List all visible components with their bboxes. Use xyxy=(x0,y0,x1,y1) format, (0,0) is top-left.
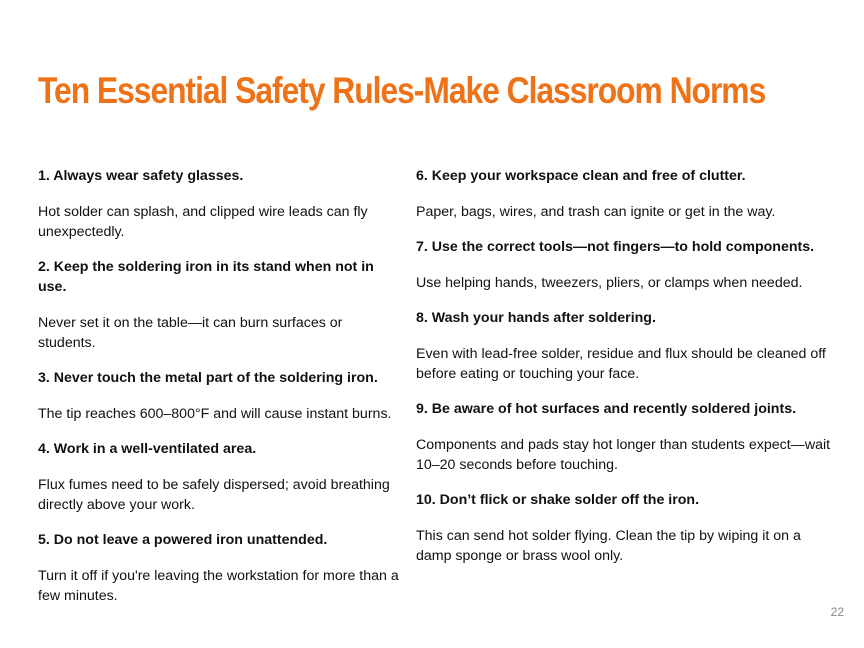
rule-description: Turn it off if you're leaving the workstation for more than a few minutes. xyxy=(38,568,399,604)
rule-heading: 3. Never touch the metal part of the soldering iron. xyxy=(38,370,378,386)
rule-description: Components and pads stay hot longer than students expect—wait 10–20 seconds before touching. xyxy=(416,437,831,473)
rule-item-4 xyxy=(38,439,400,515)
rule-description: Use helping hands, tweezers, pliers, or clamps when needed. xyxy=(416,275,803,291)
rule-heading: 7. Use the correct tools—not fingers—to hold components. xyxy=(416,239,815,255)
rule-item-9 xyxy=(416,399,836,475)
rules-column-left xyxy=(38,166,400,621)
rule-heading: 2. Keep the soldering iron in its stand when not in use. xyxy=(38,259,374,295)
slide-title: Ten Essential Safety Rules-Make Classroom Norms xyxy=(38,70,766,111)
rule-description: The tip reaches 600–800°F and will cause instant burns. xyxy=(38,406,392,422)
page-number: 22 xyxy=(830,605,844,619)
rule-heading: 4. Work in a well-ventilated area. xyxy=(38,441,257,457)
rules-column-right xyxy=(416,166,836,581)
rule-description: Flux fumes need to be safely dispersed; avoid breathing directly above your work. xyxy=(38,477,390,513)
rule-item-8 xyxy=(416,308,836,384)
rule-heading: 5. Do not leave a powered iron unattended. xyxy=(38,532,328,548)
rule-item-7 xyxy=(416,237,836,293)
rule-heading: 8. Wash your hands after soldering. xyxy=(416,310,656,326)
rule-description: This can send hot solder flying. Clean the tip by wiping it on a damp sponge or brass wool only. xyxy=(416,528,801,564)
rule-item-1 xyxy=(38,166,400,242)
rule-item-10 xyxy=(416,490,836,566)
rule-description: Even with lead-free solder, residue and flux should be cleaned off before eating or touching your face. xyxy=(416,346,826,382)
rule-item-2 xyxy=(38,257,400,353)
rule-heading: 1. Always wear safety glasses. xyxy=(38,168,244,184)
rule-description: Never set it on the table—it can burn surfaces or students. xyxy=(38,315,343,351)
rule-item-6 xyxy=(416,166,836,222)
rule-item-5 xyxy=(38,530,400,606)
rule-description: Paper, bags, wires, and trash can ignite or get in the way. xyxy=(416,204,776,220)
rule-item-3 xyxy=(38,368,400,424)
rule-heading: 9. Be aware of hot surfaces and recently soldered joints. xyxy=(416,401,797,417)
rule-heading: 10. Don’t flick or shake solder off the iron. xyxy=(416,492,700,508)
rule-description: Hot solder can splash, and clipped wire leads can fly unexpectedly. xyxy=(38,204,368,240)
rule-heading: 6. Keep your workspace clean and free of clutter. xyxy=(416,168,746,184)
